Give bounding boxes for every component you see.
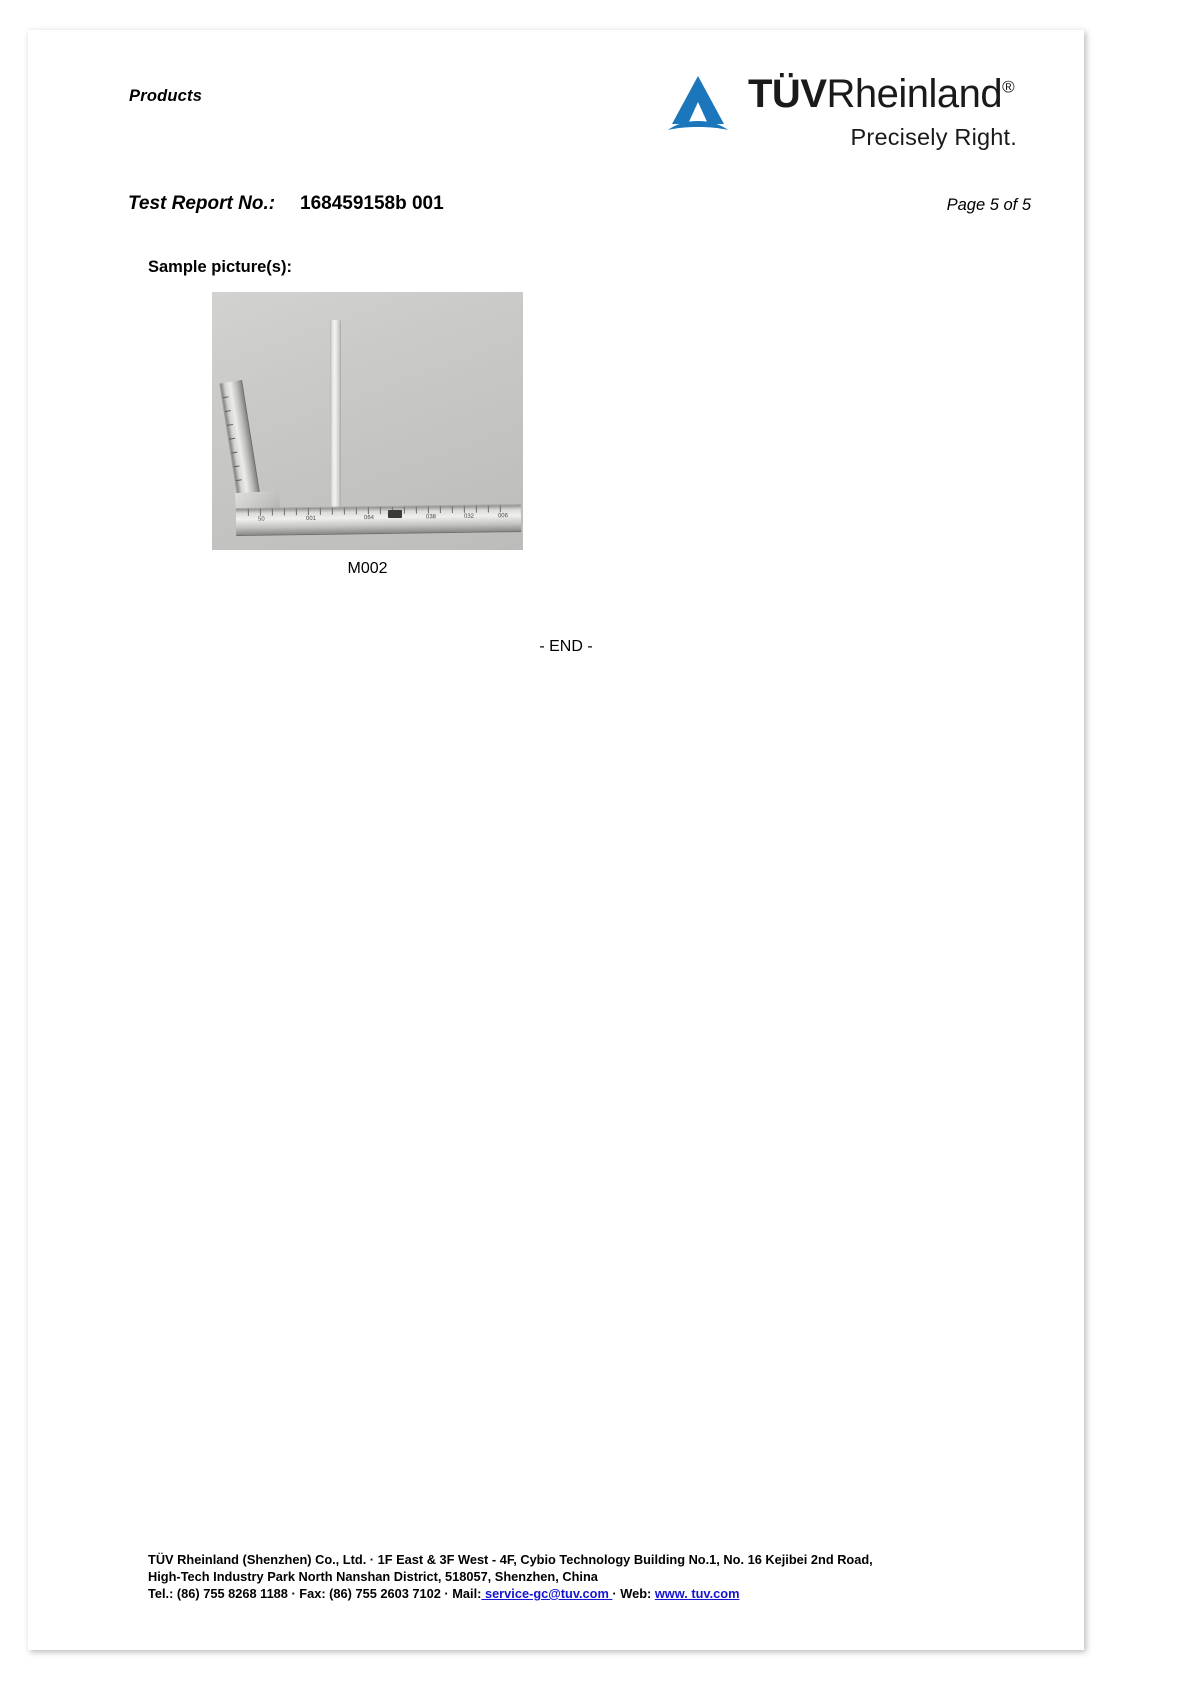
ruler-brand-mark — [388, 510, 402, 518]
logo-tagline: Precisely Right. — [850, 124, 1017, 150]
plastic-rod-object — [330, 320, 341, 518]
footer-address-line-2: High-Tech Industry Park North Nanshan District, 518057, Shenzhen, China — [148, 1569, 598, 1584]
report-title-row — [28, 193, 1084, 227]
page-footer — [148, 1551, 1024, 1602]
footer-contact-prefix: Tel.: (86) 755 8268 1188 · Fax: (86) 755 2603 7102 · Mail: — [148, 1586, 482, 1601]
footer-address-line-1: TÜV Rheinland (Shenzhen) Co., Ltd. · 1F East & 3F West - 4F, Cybio Technology Building No.1, No. 16 Kejibei 2nd Road, — [148, 1552, 873, 1567]
footer-website-link[interactable]: www. tuv.com — [654, 1586, 740, 1601]
footer-contact-mid: · Web: — [612, 1586, 652, 1601]
page-header — [28, 30, 1084, 180]
photo-caption: M002 — [347, 560, 388, 577]
logo-registered-mark: ® — [1002, 77, 1015, 97]
sample-pictures-heading: Sample picture(s): — [148, 258, 292, 276]
logo-brand-regular: Rheinland — [826, 72, 1003, 116]
sample-photo — [212, 292, 523, 550]
footer-contact-line — [148, 1585, 1024, 1602]
logo-brand-bold: TÜV — [748, 72, 827, 116]
tuv-rheinland-logo — [664, 72, 1019, 177]
report-number-value: 168459158b 001 — [300, 193, 444, 214]
tuv-rheinland-triangle-icon — [664, 74, 736, 136]
report-number-label: Test Report No.: — [128, 193, 276, 214]
document-page — [28, 30, 1084, 1650]
footer-email-link[interactable]: service-gc@tuv.com — [481, 1586, 613, 1601]
logo-wordmark — [748, 72, 1014, 117]
header-category-label: Products — [129, 87, 203, 105]
horizontal-steel-ruler: 50 001 064 038 032 006 — [236, 504, 521, 536]
end-of-report-marker: - END - — [539, 638, 593, 655]
page-indicator: Page 5 of 5 — [946, 196, 1031, 214]
